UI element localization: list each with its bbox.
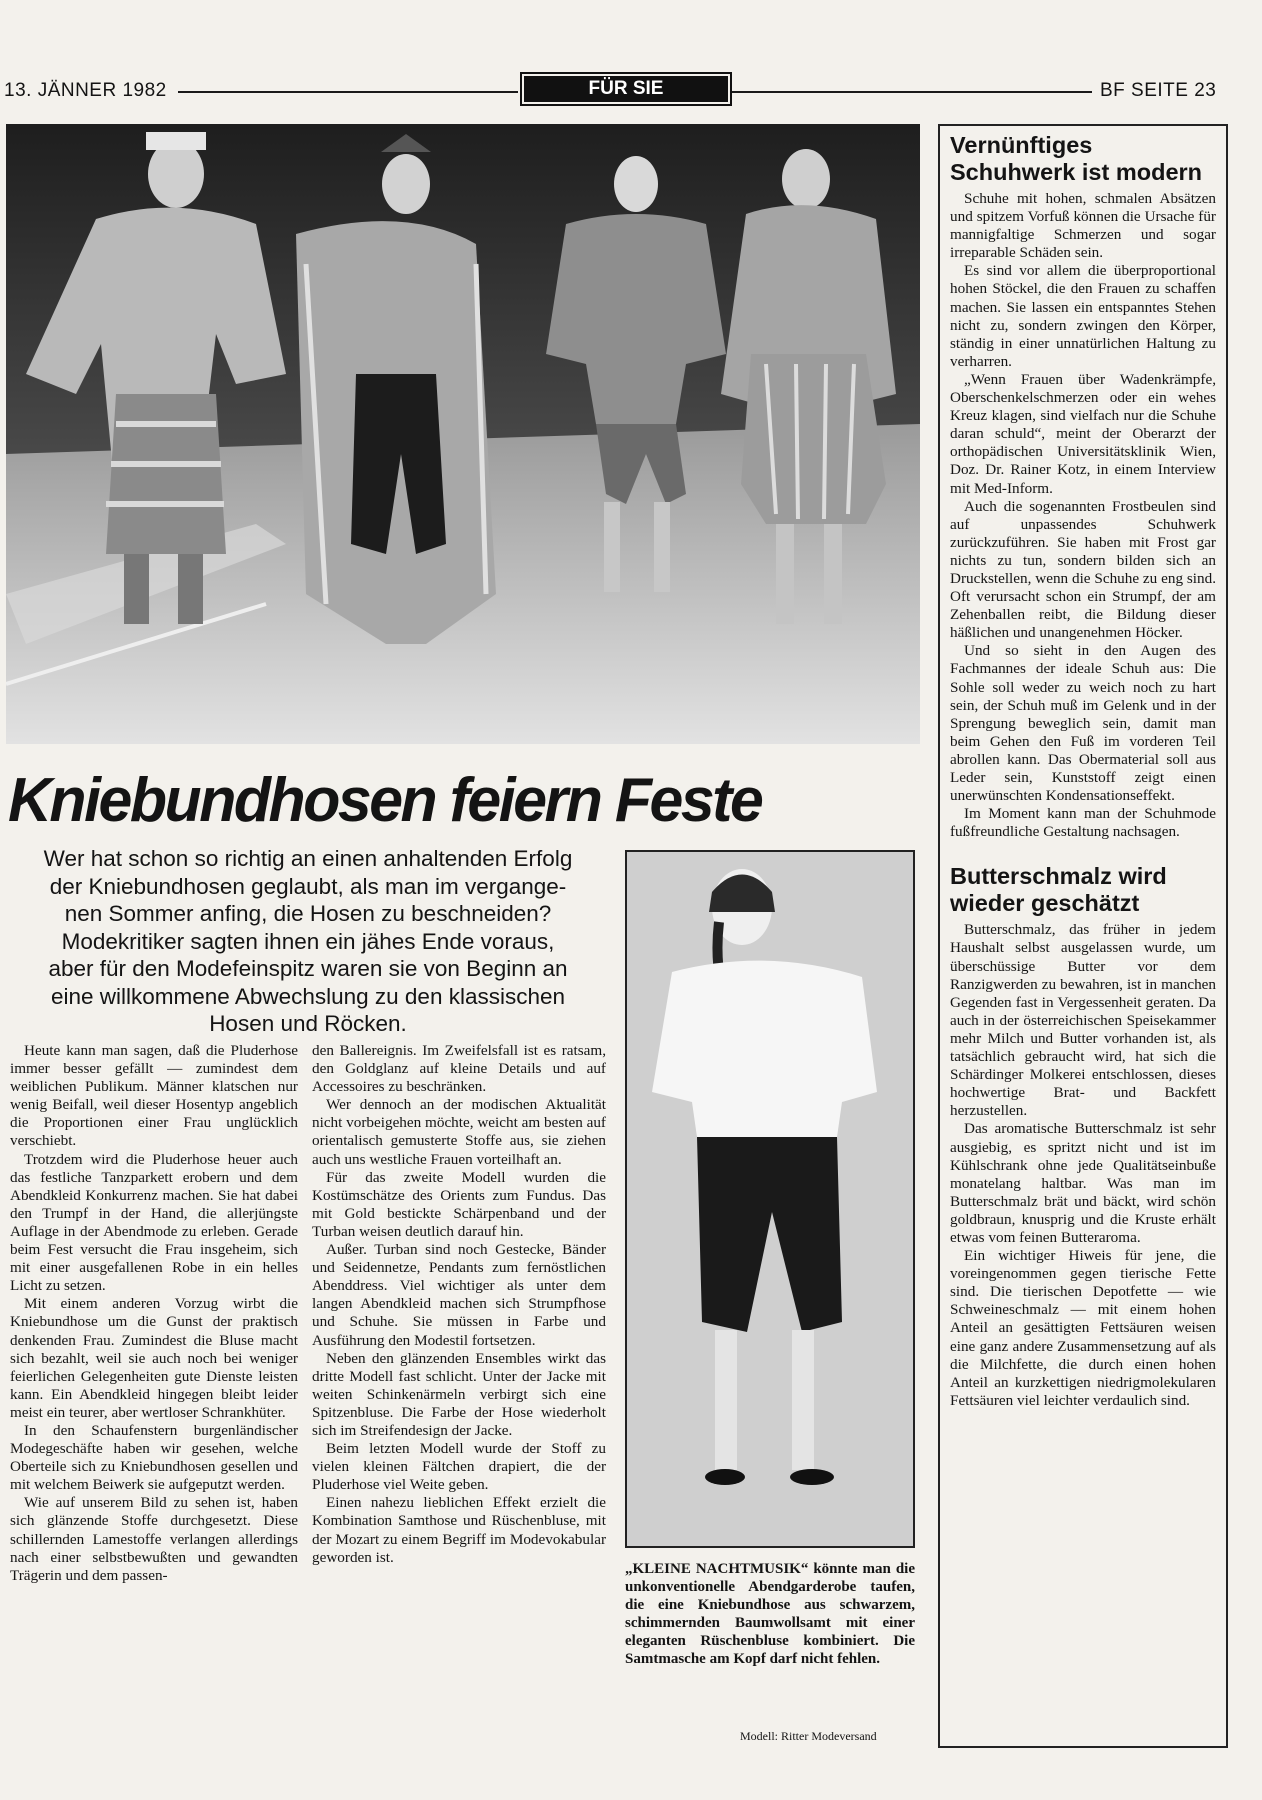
sidebar-paragraph: Schuhe mit hohen, schmalen Absätzen und spitzem Vorfuß können die Ursache für mannigfaltige Schmerzen und sogar irreparable Schäden sein. <box>950 190 1216 262</box>
body-paragraph: In den Schaufenstern burgenländischer Modegeschäfte haben wir gesehen, welche Oberteile sich zu Kniebundhosen gesellen und mit welchem Beiwerk sie aufgeputzt werden. <box>10 1421 298 1494</box>
body-paragraph: Einen nahezu lieblichen Effekt erzielt die Kombination Samthose und Rüschenbluse, mit der Mozart zu einem Begriff im Modevokabular geworden ist. <box>312 1494 606 1566</box>
sidebar-box <box>938 124 1228 1748</box>
lead-line: nen Sommer anfing, die Hosen zu beschneiden? <box>64 901 552 926</box>
header-rule-left <box>178 91 518 93</box>
section-kicker: FÜR SIE <box>520 72 732 106</box>
lead-line: aber für den Modefeinspitz waren sie von Beginn an <box>48 956 568 981</box>
body-paragraph: Wie auf unserem Bild zu sehen ist, haben sich glänzende Stoffe durchgesetzt. Diese schillernden Lamestoffe verlangen allerdings nach einer selbstbewußten und gewandten Trägerin und dem passen- <box>10 1494 298 1584</box>
photo-credit: Modell: Ritter Modeversand <box>740 1729 877 1743</box>
fashion-group-photo <box>6 124 920 744</box>
body-paragraph: Wer dennoch an der modischen Aktualität nicht vorbeigehen möchte, weicht am besten auf orientalisch gemusterte Stoffe aus, sie ziehen auch uns westliche Frauen vorteilhaft an. <box>312 1096 606 1168</box>
body-paragraph: Heute kann man sagen, daß die Pluderhose immer besser gefällt — zumindest dem weiblichen Publikum. Männer klatschen nur wenig Beifall, weil dieser Hosentyp angeblich die Proportionen einer Frau unglücklich verschiebt. <box>10 1042 298 1150</box>
body-paragraph: Beim letzten Modell wurde der Stoff zu vielen kleinen Fältchen drapiert, die der Pluderhose viel Weite geben. <box>312 1440 606 1494</box>
sidebar-paragraph: Es sind vor allem die überproportional hohen Stöckel, die den Frauen zu schaffen machen. Sie lassen ein entspanntes Stehen nicht zu, sondern zwingen den Körper, ständig in einer unnatürlichen Haltung zu verharren. <box>950 262 1216 370</box>
body-paragraph: Neben den glänzenden Ensembles wirkt das dritte Modell fast schlicht. Unter der Jacke mit weiten Schinkenärmeln verbirgt sich eine Spitzenbluse. Die Farbe der Hose wiederholt sich im Streifendesign der Jacke. <box>312 1349 606 1439</box>
sidebar-paragraph: Butterschmalz, das früher in jedem Haushalt selbst ausgelassen wurde, um überschüssige Butter vor dem Ranzigwerden zu bewahren, ist in manchen Gegenden fast in Vergessenheit geraten. Da auch in der österreichischen Speisekammer mehr Milch und Butter vorhanden ist, als tatsächlich gebraucht wird, hat sich die Schärdinger Molkerei entschlossen, dieses hochwertige Brat- und Backfett herzustellen. <box>950 921 1216 1120</box>
sidebar-title-shoes: Vernünftiges Schuhwerk ist modern <box>950 132 1203 185</box>
body-paragraph: Für das zweite Modell wurden die Kostümschätze des Orients zum Fundus. Das mit Gold bestickte Schärpenband und der Turban weisen deutlich darauf hin. <box>312 1168 606 1240</box>
body-paragraph: Trotzdem wird die Pluderhose heuer auch das festliche Tanzparkett erobern und dem Abendkleid Konkurrenz machen. Sie hat dabei den Trumpf in der Hand, die allerjüngste Auflage in der Abendmode zu erleben. Gerade beim Fest versucht die Frau insgeheim, sich mit einer ausgefallenen Robe in ein helles Licht zu setzen. <box>10 1150 298 1295</box>
page-number: BF SEITE 23 <box>1100 80 1217 101</box>
velvet-knickerbocker-photo <box>625 850 915 1548</box>
body-paragraph: den Ballereignis. Im Zweifelsfall ist es ratsam, den Goldglanz auf kleine Details und auf Accessoires zu beschränken. <box>312 1042 606 1096</box>
sidebar-paragraph: Ein wichtiger Hiweis für jene, die voreingenommen gegen tierische Fette sind. Die tierischen Depotfette — wie Schweineschmalz — mit einem hohen Anteil an gesättigten Fettsäuren weisen eine ganz andere Zusammensetzung auf als die Milchfette, die durch einen hohen Anteil an kurzkettigen niedrigmolekularen Fettsäuren viel leichter verdaulich sind. <box>950 1247 1216 1409</box>
lead-line: Hosen und Röcken. <box>209 1011 407 1036</box>
lead-line: der Kniebundhosen geglaubt, als man im vergange- <box>49 873 567 899</box>
sidebar-article-butter <box>950 921 1216 1410</box>
article-column-1 <box>10 1042 298 1585</box>
body-paragraph: Mit einem anderen Vorzug wirbt die Kniebundhose um die Gunst der praktisch denkenden Frau. Zumindest die Bluse macht sich bezahlt, weil sie auch noch bei weniger feierlichen Gelegenheiten gute Dienste leisten kann. Ein Abendkleid hingegen bleibt leider meist ein teurer, aber wertloser Schrankhüter. <box>10 1295 298 1421</box>
sidebar-paragraph: Auch die sogenannten Frostbeulen sind auf unpassendes Schuhwerk zurückzuführen. Sie haben mit Frost gar nichts zu tun, sondern bilden sich an Druckstellen, wenn die Schuhe zu eng sind. Oft verursacht schon ein Strumpf, der am Zehenballen reibt, die Bildung dieser häßlichen und unangenehmen Höcker. <box>950 497 1216 642</box>
sidebar-title-butter: Butterschmalz wird wieder geschätzt <box>950 863 1167 917</box>
body-paragraph: Außer. Turban sind noch Gestecke, Bänder und Seidennetze, Pendants zum fernöstlichen Abenddress. Viel wichtiger als unter dem langen Abendkleid machen sich Strumpfhose und Schuhe. Sie müssen in Farbe und Ausführung den Modestil fortsetzen. <box>312 1241 606 1349</box>
lead-paragraph <box>8 845 608 1038</box>
lead-line: Wer hat schon so richtig an einen anhaltenden Erfolg <box>43 846 573 871</box>
headline: Kniebundhosen feiern Feste <box>8 766 762 835</box>
sidebar-article-shoes <box>950 190 1216 841</box>
issue-date: 13. JÄNNER 1982 <box>4 80 167 101</box>
photo-caption: „KLEINE NACHTMUSIK“ könnte man die unkonventionelle Abendgarderobe taufen, die eine Kniebundhose aus schwarzem, schimmernden Baumwollsamt mit einer eleganten Rüschenbluse kombiniert. Die Samtmasche am Kopf darf nicht fehlen. <box>625 1561 915 1667</box>
sidebar-paragraph: „Wenn Frauen über Wadenkrämpfe, Oberschenkelschmerzen oder ein wehes Kreuz klagen, sind vielfach nur die Schuhe daran schuld“, meint der Oberarzt der orthopädischen Universitätsklinik Wien, Doz. Dr. Rainer Kotz, in einem Interview mit Med-Inform. <box>950 370 1216 497</box>
header-rule-right <box>732 91 1092 93</box>
sidebar-paragraph: Das aromatische Butterschmalz ist sehr ausgiebig, es spritzt nicht und ist im Kühlschrank ohne jede Qualitätseinbuße monatelang haltbar. Was man im Butterschmalz brät und bäckt, wird schön goldbraun, knusprig und die Kruste erhält etwas vom feinen Butteraroma. <box>950 1120 1216 1246</box>
article-column-2 <box>312 1042 606 1567</box>
sidebar-paragraph: Und so sieht in den Augen des Fachmannes der ideale Schuh aus: Die Sohle soll weder zu weich noch zu hart sein, der Schuh muß im Gelenk und in der Sprengung beweglich sein, damit man beim Gehen den Fuß im vorderen Teil abrollen kann. Das Obermaterial soll aus Leder sein, Kunststoff zeigt einen unerwünschten Kondensationseffekt. <box>950 642 1216 805</box>
lead-line: Modekritiker sagten ihnen ein jähes Ende voraus, <box>61 928 555 954</box>
lead-line: eine willkommene Abwechslung zu den klassischen <box>50 983 566 1009</box>
sidebar-paragraph: Im Moment kann man der Schuhmode fußfreundliche Gestaltung nachsagen. <box>950 805 1216 841</box>
